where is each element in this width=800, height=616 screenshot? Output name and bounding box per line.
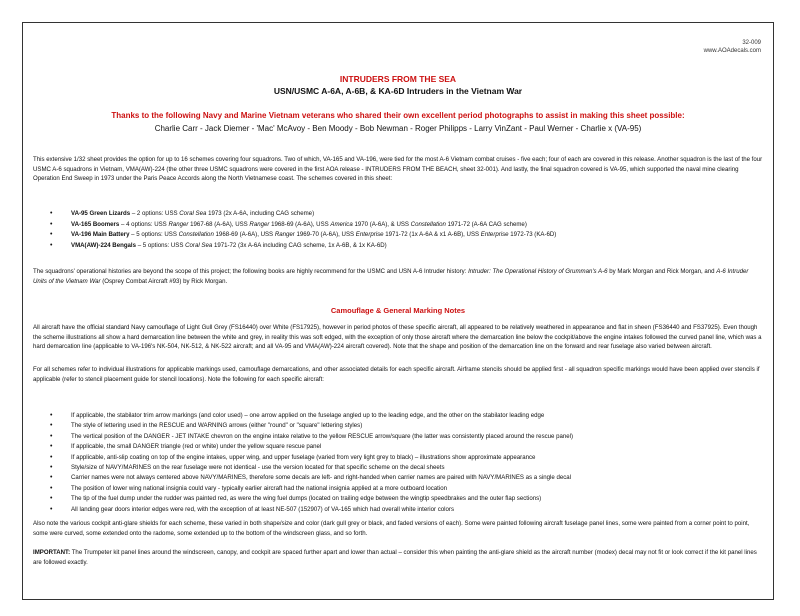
camouflage-section-title: Camouflage & General Marking Notes [330, 306, 466, 315]
scheme-item: • VA-165 Boomers – 4 options: USS Ranger 1967-68 (A-6A), USS Ranger 1968-69 (A-6A), USS America 1970 (A-6A), & USS Constellation 1971-72 (A-6A CAG scheme) [33, 220, 763, 231]
sheet-title: INTRUDERS FROM THE SEA [339, 74, 457, 84]
marking-note: • The tip of the fuel dump under the rudder was painted red, as were the wing fuel dumps (located on trailing edge between the wingtip speedbrakes and the outer flap sections) [33, 494, 763, 504]
scheme-item: • VA-196 Main Battery – 5 options: USS Constellation 1968-69 (A-6A), USS Ranger 1969-70 (A-6A), USS Enterprise 1971-72 (1x A-6A & x1 A-6B), USS Enterprise 1972-73 (KA-6D) [33, 230, 763, 241]
marking-note: • If applicable, the small DANGER triangle (red or white) under the yellow square rescue panel [33, 442, 763, 452]
history-paragraph: The squadrons' operational histories are beyond the scope of this project; the following books are highly recommend for the USMC and USN A-6 Intruder history: Intruder: The Operational History of Grumman's A-6 by Mark Morgan and Rick Morgan, and A-6 Intruder Units of the Vietnam War (Osprey Combat Aircraft #93) by Rick Morgan. [33, 268, 749, 285]
anti-glare-paragraph: Also note the various cockpit anti-glare shields for each scheme, these varied in both shape/size and color (dark gull grey or black, and faded versions of each). Some were painted following aircraft fuselage panel lines, some were painted from a corner point to point, some were curved, some extended onto the radome, some extended up to the bottom of the windscreen glass, and so forth. [33, 520, 750, 537]
marking-note: • All landing gear doors interior edges were red, with the exception of at least NE-507 (152907) of VA-165 which had overall white interior colors [33, 505, 763, 515]
important-label: IMPORTANT: [33, 549, 71, 556]
website-label: www.AOAdecals.com [703, 48, 761, 54]
thanks-line: Thanks to the following Navy and Marine Vietnam veterans who shared their own excellent period photographs to assist in making this sheet possible: [111, 111, 685, 120]
scheme-item: • VMA(AW)-224 Bengals – 5 options: USS Coral Sea 1971-72 (3x A-6A including CAG scheme, 1x A-6B, & 1x KA-6D) [33, 241, 763, 252]
sheet-subtitle: USN/USMC A-6A, A-6B, & KA-6D Intruders in the Vietnam War [273, 86, 523, 96]
intro-paragraph: This extensive 1/32 sheet provides the option for up to 16 schemes covering four squadrons. Two of which, VA-165 and VA-196, were tied for the most A-6 Vietnam combat cruises - five each; four of each are covered in this release. Another squadron is the last of the four USMC A-6 squadrons in Vietnam, VMA(AW)-224 (the other three USMC squadrons were covered in the first AOA release - INTRUDERS FROM THE BEACH, sheet 32-001). And lastly, the final squadron covered is VA-95, which supported the naval mine clearing Operation End Sweep in 1973 under the Paris Peace Accords along the North Vietnamese coast. The schemes covered in this sheet: [33, 156, 763, 183]
scheme-item: • VA-95 Green Lizards – 2 options: USS Coral Sea 1973 (2x A-6A, including CAG scheme) [33, 209, 763, 220]
veterans-list: Charlie Carr - Jack Diemer - 'Mac' McAvoy - Ben Moody - Bob Newman - Roger Philipps - Larry VinZant - Paul Werner - Charlie x (VA-95) [154, 124, 642, 133]
marking-note: • The vertical position of the DANGER - JET INTAKE chevron on the engine intake relative to the yellow RESCUE arrow/square (the latter was consistently placed around the rescue panel) [33, 432, 763, 442]
important-text: The Trumpeter kit panel lines around the windscreen, canopy, and cockpit are spaced further apart and lower than actual – consider this when painting the anti-glare shield as the aircraft number (modex) decal may not fit or look correct if the kit panel lines are followed exactly. [33, 549, 757, 566]
markings-reference-paragraph: For all schemes refer to individual illustrations for applicable markings used, camouflage demarcations, and other associated details for each specific aircraft. Airframe stencils should be applied first - all squadron specific markings would have been applied over stencils if applicable (refer to stencil placement guide for stencil locations). Note the following for each specific aircraft: [33, 366, 760, 383]
schemes-list [33, 209, 763, 251]
sheet-header [704, 39, 761, 55]
marking-note: • If applicable, anti-slip coating on top of the engine intakes, upper wing, and upper fuselage (varied from very light grey to black) – illustrations show approximate appearance [33, 453, 763, 463]
marking-note: • The style of lettering used in the RESCUE and WARNING arrows (either "round" or "square" lettering styles) [33, 421, 763, 431]
marking-notes-list [33, 411, 763, 515]
marking-note: • If applicable, the stabilator trim arrow markings (and color used) – one arrow applied on the fuselage angled up to the leading edge, and the other on the stabilator leading edge [33, 411, 763, 421]
marking-note: • Style/size of NAVY/MARINES on the rear fuselage were not identical - use the version located for that specific scheme on the decal sheets [33, 463, 763, 473]
sheet-number: 32-009 [742, 40, 761, 46]
instruction-sheet [22, 22, 774, 600]
marking-note: • Carrier names were not always centered above NAVY/MARINES, therefore some decals are left- and right-handed when carrier names are paired with NAVY/MARINES as a single decal [33, 473, 763, 483]
marking-note: • The position of lower wing national insignia could vary - typically earlier aircraft had the national insignia applied at a more outboard location [33, 484, 763, 494]
camouflage-paragraph: All aircraft have the official standard Navy camouflage of Light Gull Grey (FS16440) over White (FS17925), however in period photos of these specific aircraft, all appeared to be relatively weathered in appearance and flat in sheen (FS36440 and FS37925). Even though the scheme illustrations all show a hard demarcation line between the white and grey, in reality this was soft edged, with the exception of only those aircraft where the demarcation line below the cockpit/above the engine intakes followed the curved panel line, which was a hard demarcation line (applicable to VA-196's NK-504, NK-512, & NK-522 aircraft; and all VA-95 and VMA(AW)-224 aircraft covered). Note that the shape and position of the demarcation line on the forward and rear fuselage also varied between aircraft. [33, 324, 762, 351]
important-note [33, 548, 763, 567]
